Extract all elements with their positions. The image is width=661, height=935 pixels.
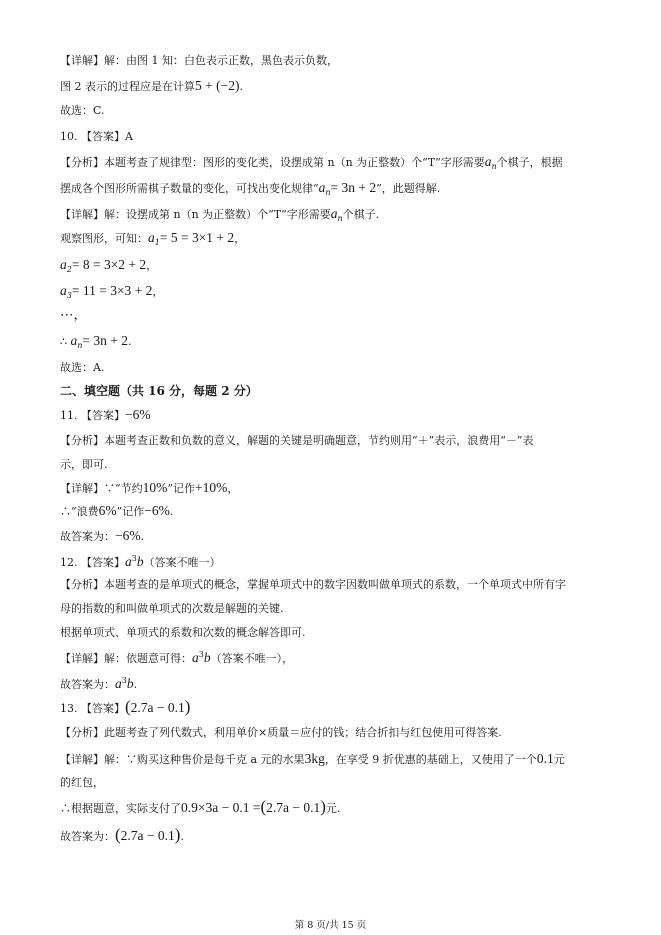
- section-heading: 二、填空题（共 16 分，每题 2 分）: [60, 384, 258, 398]
- detail-line: 【详解】解：设摆成第 n（n 为正整数）个“T”字形需要$a_n$个棋子.: [60, 206, 380, 223]
- text-line: ∴根据题意，实际支付了0.9×3a − 0.1 =(2.7a − 0.1)元.: [60, 797, 341, 816]
- text-line: 故答案为：$a^3b$.: [60, 676, 138, 691]
- text-line: 故选：A.: [60, 361, 105, 374]
- text-line: 的红包，: [60, 776, 104, 789]
- text-line: 故答案为：−6%.: [60, 528, 145, 543]
- analysis-line: 【分析】本题考查的是单项式的概念，掌握单项式中的数字因数叫做单项式的系数，一个单项式中所有字: [60, 578, 566, 591]
- text-line: 故选：C.: [60, 104, 105, 117]
- answer-line: 10. 【答案】A: [60, 130, 133, 143]
- detail-line: 【详解】解：由图 1 知：白色表示正数，黑色表示负数，: [60, 54, 338, 67]
- text-line: 观察图形，可知：$a_1= 5 = 3\times 1 + 2$，: [60, 230, 246, 247]
- math-line: $a_3= 11 = 3\times 3 + 2$，: [60, 283, 164, 300]
- answer-line: 12. 【答案】$a^3b$（答案不唯一）: [60, 554, 221, 569]
- answer-line: 13. 【答案】(2.7a − 0.1): [60, 697, 191, 716]
- text-line: 故答案为：(2.7a − 0.1).: [60, 825, 184, 844]
- text-line: ∴“浪费6%”记作−6%.: [60, 503, 174, 518]
- detail-line: 【详解】解：依题意可得：$a^3b$（答案不唯一），: [60, 650, 294, 665]
- text-line: 摆成各个图形所需棋子数量的变化，可找出变化规律“$a_n= 3n + 2$”，此题得解.: [60, 180, 441, 197]
- page-footer: 第 8 页/共 15 页: [294, 920, 367, 931]
- text-line: 母的指数的和叫做单项式的次数是解题的关键.: [60, 602, 284, 615]
- text-line: 图 2 表示的过程应是在计算5 + (−2).: [60, 78, 243, 93]
- answer-line: 11. 【答案】−6%: [60, 407, 151, 422]
- text-line: 根据单项式、单项式的系数和次数的概念解答即可.: [60, 626, 306, 639]
- analysis-line: 【分析】本题考查正数和负数的意义，解题的关键是明确题意，节约则用“＋”表示，浪费用“－”表: [60, 434, 534, 447]
- math-line: ⋯，: [60, 307, 87, 322]
- analysis-line: 【分析】此题考查了列代数式，利用单价×质量＝应付的钱；结合折扣与红包使用可得答案.: [60, 726, 502, 739]
- detail-line: 【详解】∵“节约10%”记作+10%，: [60, 480, 239, 495]
- analysis-line: 【分析】本题考查了规律型：图形的变化类，设摆成第 n（n 为正整数）个“T”字形需要$a_n$个棋子，根据: [60, 154, 563, 171]
- math-line: $a_2= 8 = 3\times 2 + 2$，: [60, 257, 158, 274]
- text-line: 示，即可.: [60, 458, 108, 471]
- math-line: ∴ $a_n= 3n + 2$.: [60, 333, 132, 350]
- detail-line: 【详解】解：∵购买这种售价是每千克 a 元的水果3kg，在享受 9 折优惠的基础上，又使用了一个0.1元: [60, 751, 565, 766]
